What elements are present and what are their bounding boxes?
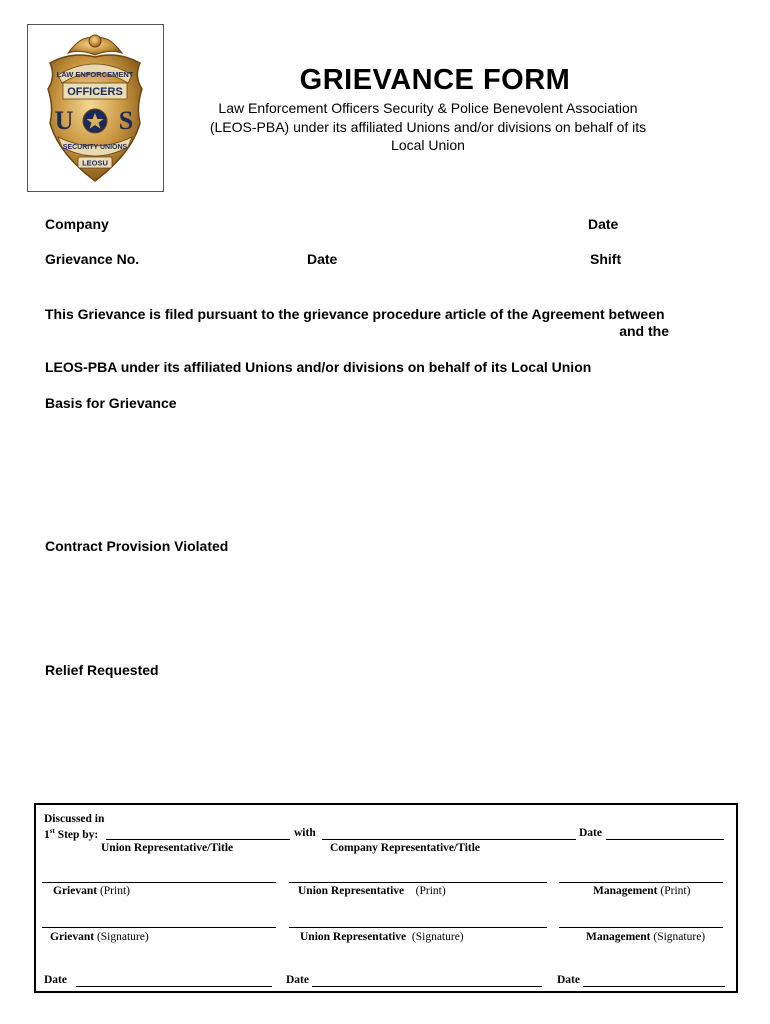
logo-text-u: U (54, 106, 74, 135)
basis-for-grievance-heading: Basis for Grievance (45, 395, 177, 411)
page-title: GRIEVANCE FORM (299, 64, 571, 96)
page-subtitle (170, 99, 686, 155)
logo-text-law-enforcement: LAW ENFORCEMENT (56, 70, 134, 79)
union-rep-line[interactable] (106, 839, 290, 840)
union-rep-signature-line[interactable] (289, 927, 547, 928)
logo-text-s: S (118, 106, 134, 135)
management-print-line[interactable] (559, 882, 723, 883)
union-rep-signature-label: Union Representative (Signature) (300, 931, 464, 943)
statement-line-1: This Grievance is filed pursuant to the grievance procedure article of the Agreement between (45, 306, 665, 322)
logo-text-security-unions: SECURITY UNIONS (62, 144, 128, 151)
grievant-signature-label: Grievant (Signature) (50, 931, 149, 943)
with-label: with (294, 827, 316, 839)
statement-line-2: and the (619, 323, 669, 339)
first-step-box (34, 803, 738, 993)
logo-frame (27, 24, 164, 192)
date-label-top: Date (588, 216, 619, 232)
management-signature-label: Management (Signature) (586, 931, 706, 943)
grievant-print-line[interactable] (42, 882, 276, 883)
subtitle-line: Law Enforcement Officers Security & Police Benevolent Association (218, 100, 638, 116)
union-rep-date-line[interactable] (312, 986, 542, 987)
grievant-date-line[interactable] (76, 986, 272, 987)
discussed-in-label: Discussed in (44, 813, 105, 825)
union-rep-title-label: Union Representative/Title (101, 842, 234, 854)
grievance-statement (45, 306, 725, 340)
subtitle-line: Local Union (391, 137, 465, 153)
company-label: Company (45, 216, 109, 232)
management-date-line[interactable] (583, 986, 725, 987)
logo-text-officers: OFFICERS (67, 86, 123, 98)
step-date-line[interactable] (606, 839, 724, 840)
date-label-mid: Date (307, 251, 338, 267)
management-signature-line[interactable] (559, 927, 723, 928)
company-rep-line[interactable] (322, 839, 576, 840)
grievant-date-label: Date (44, 974, 67, 986)
shift-label: Shift (590, 251, 622, 267)
company-rep-title-label: Company Representative/Title (330, 842, 481, 854)
management-date-label: Date (557, 974, 580, 986)
grievant-signature-line[interactable] (42, 927, 276, 928)
first-step-label: 1st Step by: (44, 827, 99, 841)
management-print-label: Management (Print) (593, 885, 691, 897)
statement-line-3: LEOS-PBA under its affiliated Unions and/or divisions on behalf of its Local Union (45, 359, 592, 375)
police-badge-logo (28, 25, 163, 191)
contract-provision-heading: Contract Provision Violated (45, 538, 229, 554)
union-rep-print-line[interactable] (289, 882, 547, 883)
grievant-print-label: Grievant (Print) (53, 885, 130, 897)
union-rep-print-label: Union Representative (Print) (298, 885, 446, 897)
step-date-label: Date (579, 827, 602, 839)
relief-requested-heading: Relief Requested (45, 662, 159, 678)
union-rep-date-label: Date (286, 974, 309, 986)
subtitle-line: (LEOS-PBA) under its affiliated Unions and/or divisions on behalf of its (209, 118, 647, 135)
grievance-no-label: Grievance No. (45, 251, 140, 267)
logo-text-leosu: LEOSU (82, 158, 108, 168)
